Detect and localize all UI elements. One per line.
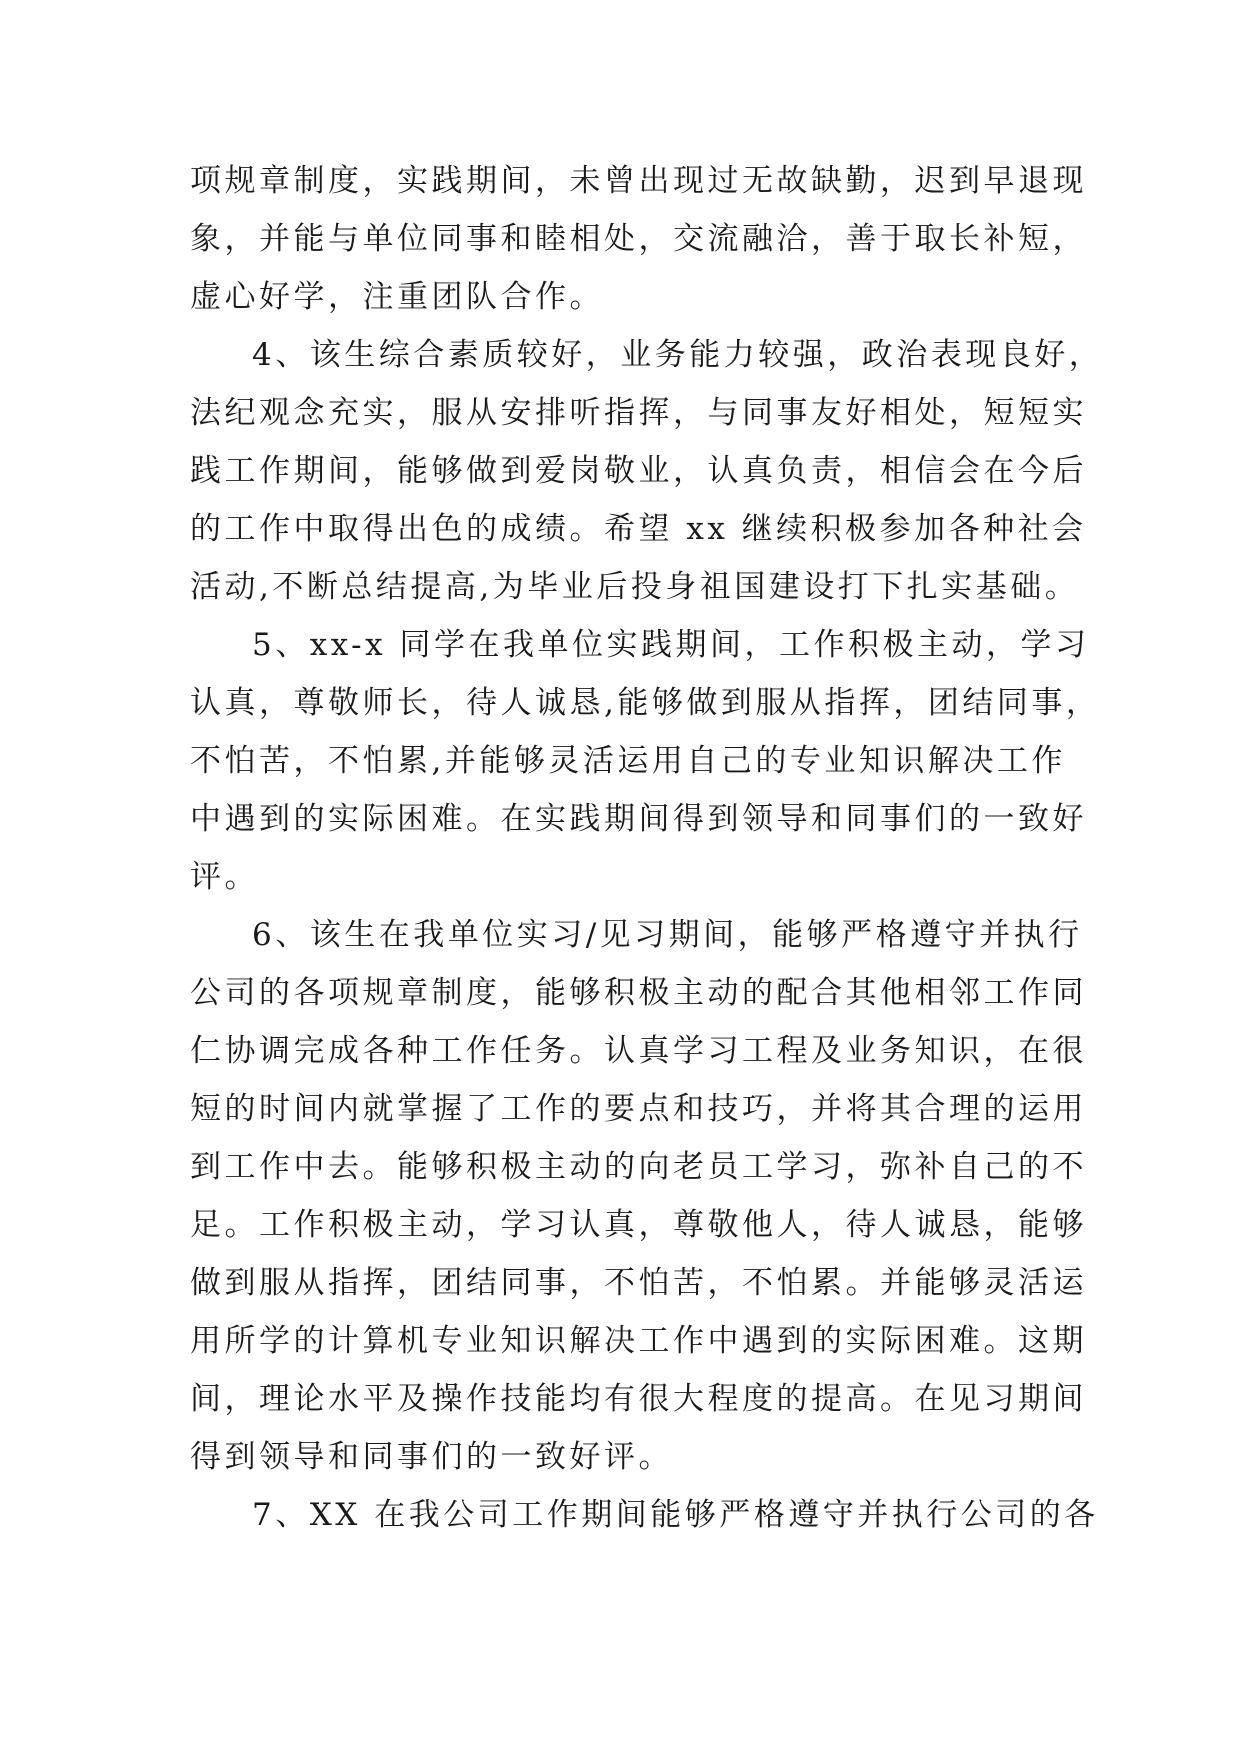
text-line: 评。 xyxy=(190,859,259,895)
text-line: 做到服从指挥，团结同事，不怕苦，不怕累。并能够灵活运 xyxy=(190,1265,1087,1301)
text-line: 不怕苦，不怕累,并能够灵活运用自己的专业知识解决工作 xyxy=(190,743,1066,779)
text-line: 公司的各项规章制度，能够积极主动的配合其他相邻工作同 xyxy=(190,975,1087,1011)
text-line: 5、xx-x 同学在我单位实践期间，工作积极主动，学习 xyxy=(252,627,1090,663)
text-line: 项规章制度，实践期间，未曾出现过无故缺勤，迟到早退现 xyxy=(190,163,1087,199)
text-line: 虚心好学，注重团队合作。 xyxy=(190,279,604,315)
text-line: 认真，尊敬师长，待人诚恳,能够做到服从指挥，团结同事， xyxy=(190,685,1101,721)
text-line: 仁协调完成各种工作任务。认真学习工程及业务知识，在很 xyxy=(190,1033,1087,1069)
text-line: 象，并能与单位同事和睦相处，交流融洽，善于取长补短， xyxy=(190,221,1087,257)
text-line: 足。工作积极主动，学习认真，尊敬他人，待人诚恳，能够 xyxy=(190,1207,1087,1243)
text-line: 用所学的计算机专业知识解决工作中遇到的实际困难。这期 xyxy=(190,1323,1087,1359)
document-page xyxy=(190,152,1104,1544)
text-line: 4、该生综合素质较好，业务能力较强，政治表现良好， xyxy=(252,337,1104,373)
text-line: 中遇到的实际困难。在实践期间得到领导和同事们的一致好 xyxy=(190,801,1087,837)
text-line: 的工作中取得出色的成绩。希望 xx 继续积极参加各种社会 xyxy=(190,511,1087,547)
text-line: 6、该生在我单位实习/见习期间，能够严格遵守并执行 xyxy=(252,917,1083,953)
text-line: 法纪观念充实，服从安排听指挥，与同事友好相处，短短实 xyxy=(190,395,1087,431)
text-line: 践工作期间，能够做到爱岗敬业，认真负责，相信会在今后 xyxy=(190,453,1087,489)
text-line: 活动,不断总结提高,为毕业后投身祖国建设打下扎实基础。 xyxy=(190,569,1080,605)
text-line: 得到领导和同事们的一致好评。 xyxy=(190,1439,673,1475)
text-line: 到工作中去。能够积极主动的向老员工学习，弥补自己的不 xyxy=(190,1149,1087,1185)
text-line: 7、XX 在我公司工作期间能够严格遵守并执行公司的各 xyxy=(252,1497,1099,1533)
text-line: 短的时间内就掌握了工作的要点和技巧，并将其合理的运用 xyxy=(190,1091,1087,1127)
text-line: 间，理论水平及操作技能均有很大程度的提高。在见习期间 xyxy=(190,1381,1087,1417)
